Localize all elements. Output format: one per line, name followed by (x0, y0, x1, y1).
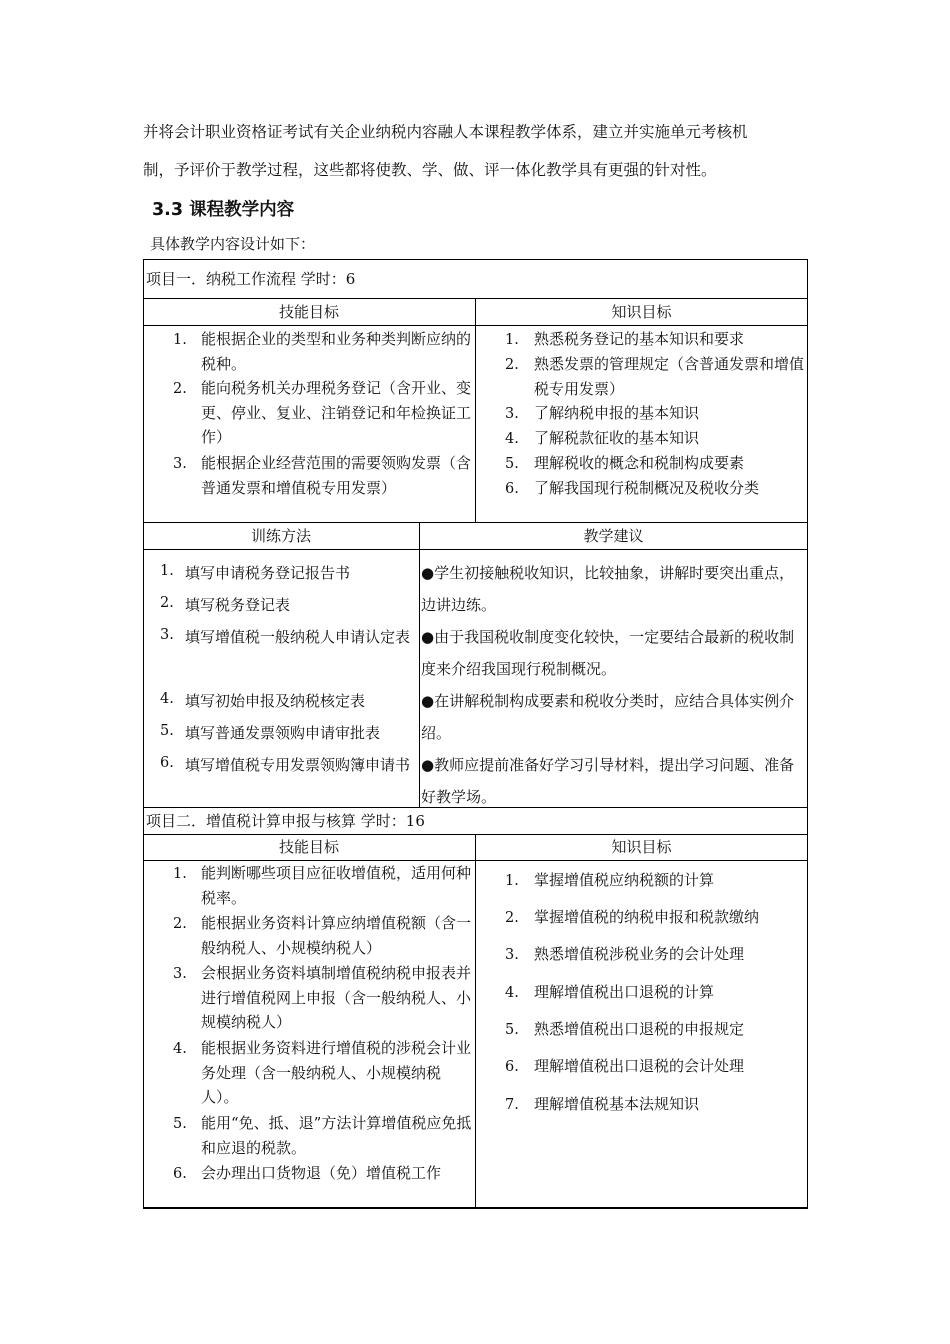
project1-knowledge-header: 知识目标 (611, 303, 672, 321)
skill-item: 会办理出口货物退（免）增值税工作 (201, 1164, 442, 1182)
project1-advice-header: 教学建议 (583, 527, 644, 545)
skill-number: 3. (173, 966, 187, 982)
skill-item: 会根据业务资料填制增值税纳税申报表并进行增值税网上申报（含一般纳税人、小规模纳税人） (201, 964, 472, 1032)
training-item: 填写税务登记表 (185, 596, 291, 614)
paragraph-line-1: 并将会计职业资格证考试有关企业纳税内容融人本课程教学体系，建立并实施单元考核机 (143, 123, 748, 141)
knowledge-number: 2. (505, 910, 519, 926)
knowledge-item: 理解税收的概念和税制构成要素 (534, 454, 745, 472)
advice-item: ●教师应提前准备好学习引导材料，提出学习问题、准备好教学场。 (421, 756, 795, 806)
training-number: 5. (160, 723, 174, 739)
knowledge-number: 5. (505, 1022, 519, 1038)
training-number: 6. (160, 755, 174, 771)
knowledge-item: 理解增值税基本法规知识 (534, 1095, 700, 1113)
skill-number: 2. (173, 381, 187, 397)
knowledge-number: 3. (505, 406, 519, 422)
knowledge-item: 掌握增值税的纳税申报和税款缴纳 (534, 908, 760, 926)
skill-item: 能向税务机关办理税务登记（含开业、变更、停业、复业、注销登记和年检换证工作） (201, 379, 472, 447)
project1-training-header: 训练方法 (250, 527, 311, 545)
knowledge-item: 了解税款征收的基本知识 (534, 429, 700, 447)
knowledge-number: 6. (505, 1059, 519, 1075)
training-number: 1. (160, 563, 174, 579)
knowledge-item: 了解纳税申报的基本知识 (534, 404, 700, 422)
knowledge-item: 理解增值税出口退税的计算 (534, 983, 715, 1001)
section-heading: 3.3 课程教学内容 (152, 200, 295, 220)
knowledge-item: 熟悉税务登记的基本知识和要求 (534, 330, 745, 348)
knowledge-number: 4. (505, 431, 519, 447)
skill-number: 1. (173, 332, 187, 348)
skill-number: 5. (173, 1116, 187, 1132)
training-item: 填写普通发票领购申请审批表 (185, 724, 381, 742)
skill-number: 4. (173, 1041, 187, 1057)
training-item: 填写初始申报及纳税核定表 (185, 692, 366, 710)
section-intro: 具体教学内容设计如下： (150, 235, 316, 253)
project1-skill-header: 技能目标 (278, 303, 339, 321)
skill-number: 2. (173, 916, 187, 932)
skill-item: 能根据业务资料计算应纳增值税额（含一般纳税人、小规模纳税人） (201, 914, 472, 957)
skill-item: 能根据业务资料进行增值税的涉税会计业务处理（含一般纳税人、小规模纳税人）。 (201, 1039, 472, 1107)
knowledge-number: 6. (505, 481, 519, 497)
knowledge-number: 5. (505, 456, 519, 472)
skill-number: 1. (173, 866, 187, 882)
training-item: 填写申请税务登记报告书 (185, 564, 351, 582)
training-item: 填写增值税专用发票领购簿申请书 (185, 756, 411, 774)
skill-item: 能判断哪些项目应征收增值税，适用何种税率。 (201, 864, 472, 907)
advice-item: ●在讲解税制构成要素和税收分类时，应结合具体实例介绍。 (421, 692, 795, 742)
knowledge-number: 2. (505, 357, 519, 373)
knowledge-item: 掌握增值税应纳税额的计算 (534, 871, 715, 889)
knowledge-number: 1. (505, 332, 519, 348)
knowledge-number: 1. (505, 873, 519, 889)
skill-number: 6. (173, 1166, 187, 1182)
knowledge-number: 3. (505, 947, 519, 963)
skill-item: 能用“免、抵、退”方法计算增值税应免抵和应退的税款。 (201, 1114, 472, 1157)
training-number: 4. (160, 691, 174, 707)
advice-item: ●学生初接触税收知识，比较抽象，讲解时要突出重点，边讲边练。 (421, 564, 795, 614)
project1-title: 项目一．纳税工作流程 学时：6 (146, 270, 356, 288)
project2-knowledge-header: 知识目标 (611, 838, 672, 856)
training-number: 2. (160, 595, 174, 611)
advice-item: ●由于我国税收制度变化较快，一定要结合最新的税收制度来介绍我国现行税制概况。 (421, 628, 795, 678)
knowledge-item: 了解我国现行税制概况及税收分类 (534, 479, 760, 497)
training-number: 3. (160, 627, 174, 643)
knowledge-item: 熟悉增值税涉税业务的会计处理 (534, 945, 745, 963)
knowledge-item: 熟悉增值税出口退税的申报规定 (534, 1020, 745, 1038)
skill-item: 能根据企业的类型和业务种类判断应纳的税种。 (201, 330, 472, 373)
knowledge-number: 7. (505, 1097, 519, 1113)
knowledge-number: 4. (505, 985, 519, 1001)
paragraph-line-2: 制，予评价于教学过程，这些都将使教、学、做、评一体化教学具有更强的针对性。 (143, 161, 717, 179)
project2-title: 项目二．增值税计算申报与核算 学时：16 (146, 812, 425, 830)
skill-item: 能根据企业经营范围的需要领购发票（含普通发票和增值税专用发票） (201, 454, 472, 497)
training-item: 填写增值税一般纳税人申请认定表 (185, 628, 411, 646)
knowledge-item: 熟悉发票的管理规定（含普通发票和增值税专用发票） (534, 355, 805, 398)
knowledge-item: 理解增值税出口退税的会计处理 (534, 1057, 745, 1075)
skill-number: 3. (173, 456, 187, 472)
project2-skill-header: 技能目标 (278, 838, 339, 856)
